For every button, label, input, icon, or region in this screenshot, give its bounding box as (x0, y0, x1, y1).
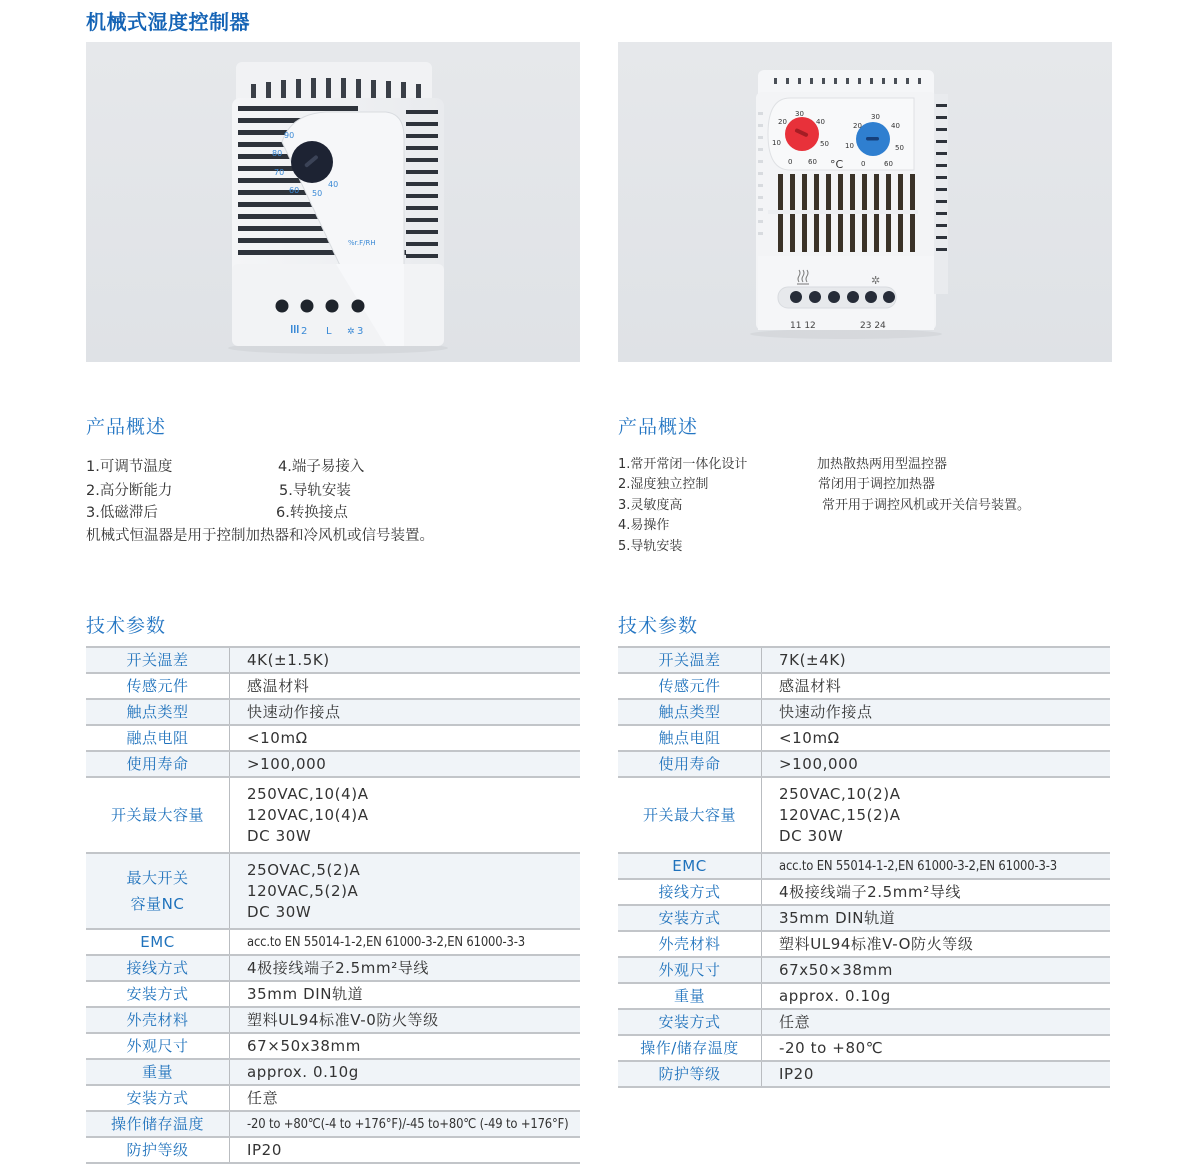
dial-label: 40 (328, 180, 339, 189)
spec-label: 开关温差 (86, 648, 230, 672)
unit-label: °C (830, 158, 844, 171)
spec-value-line: 120VAC,5(2)A (247, 881, 359, 900)
spec-value: 67×50x38mm (247, 1037, 361, 1055)
feature-item: 2.湿度独立控制 (618, 477, 709, 492)
feature-item: 2.高分断能力 (86, 483, 173, 499)
dial-label: 60 (289, 186, 300, 195)
spec-label: 防护等级 (86, 1138, 230, 1162)
spec-label: 安装方式 (86, 1086, 230, 1110)
red-dial-label: 10 (772, 139, 781, 147)
table-row (86, 700, 580, 726)
table-row (86, 982, 580, 1008)
heater-icon (291, 325, 299, 333)
spec-value: IP20 (779, 1065, 814, 1083)
overview-heading: 产品概述 (618, 416, 699, 438)
table-row (618, 726, 1110, 752)
spec-label (86, 854, 230, 928)
spec-table-humidity-controller (86, 646, 580, 1164)
red-dial-label: 0 (788, 158, 793, 166)
spec-value: 任意 (247, 1089, 279, 1107)
feature-item: 1.可调节温度 (86, 459, 173, 475)
spec-label: 安装方式 (86, 982, 230, 1006)
spec-value (762, 778, 1110, 852)
table-row (618, 984, 1110, 1010)
table-row (618, 854, 1110, 880)
feature-item: 4.端子易接入 (278, 459, 365, 475)
table-row (618, 1036, 1110, 1062)
spec-value: 7K(±4K) (779, 651, 847, 669)
spec-label: 开关温差 (618, 648, 762, 672)
spec-value: 快速动作接点 (247, 703, 341, 721)
blue-dial-label: 30 (871, 113, 880, 121)
table-row (618, 880, 1110, 906)
spec-label-line: 容量NC (130, 895, 185, 913)
table-row (86, 854, 580, 930)
spec-value: 快速动作接点 (779, 703, 873, 721)
red-dial-label: 60 (808, 158, 817, 166)
table-row (618, 648, 1110, 674)
specs-heading: 技术参数 (86, 615, 167, 637)
dial-label: 90 (284, 131, 295, 140)
spec-label: 使用寿命 (86, 752, 230, 776)
table-row (618, 700, 1110, 726)
blue-dial-label: 60 (884, 160, 893, 168)
spec-label: 使用寿命 (618, 752, 762, 776)
spec-label: 外壳材料 (618, 932, 762, 956)
table-row (618, 674, 1110, 700)
table-row (86, 1008, 580, 1034)
feature-note: 常闭用于调控加热器 (818, 477, 936, 492)
spec-value: 4极接线端子2.5mm²导线 (779, 883, 962, 901)
table-row (618, 932, 1110, 958)
table-row (86, 726, 580, 752)
blue-dial-label: 0 (861, 160, 866, 168)
spec-label: 操作储存温度 (86, 1112, 230, 1136)
spec-label: 触点电阻 (618, 726, 762, 750)
spec-label: 操作/储存温度 (618, 1036, 762, 1060)
blue-dial-label: 40 (891, 122, 900, 130)
spec-value: 35mm DIN轨道 (247, 985, 364, 1003)
product-image-dual-thermostat (618, 42, 1112, 362)
feature-note: 加热散热两用型温控器 (817, 457, 948, 472)
product-description: 机械式恒温器是用于控制加热器和冷风机或信号装置。 (86, 528, 434, 544)
table-row (86, 778, 580, 854)
red-dial-label: 50 (820, 140, 829, 148)
spec-value: approx. 0.10g (779, 987, 891, 1005)
table-row (86, 674, 580, 700)
spec-label: 传感元件 (618, 674, 762, 698)
humidity-controller-icon (86, 42, 580, 362)
spec-value: <10mΩ (779, 729, 840, 747)
feature-item: 5.导轨安装 (618, 539, 683, 554)
table-row (86, 930, 580, 956)
table-row (86, 1034, 580, 1060)
table-row (618, 1062, 1110, 1088)
spec-value: approx. 0.10g (247, 1063, 359, 1081)
fan-icon: ✲ (347, 327, 355, 337)
terminal-label: L (326, 326, 332, 337)
fan-icon: ✲ (871, 274, 881, 287)
spec-label: EMC (86, 930, 230, 954)
product-image-humidity-controller (86, 42, 580, 362)
spec-value-line: DC 30W (779, 826, 844, 845)
table-row (86, 648, 580, 674)
spec-label: 安装方式 (618, 906, 762, 930)
spec-value: 塑料UL94标准V-0防火等级 (247, 1011, 439, 1029)
blue-dial-label: 50 (895, 144, 904, 152)
feature-item: 4.易操作 (618, 518, 670, 533)
spec-label-line: 最大开关 (126, 869, 189, 887)
table-row (86, 1112, 580, 1138)
spec-value-line: DC 30W (247, 826, 312, 845)
spec-label: 接线方式 (618, 880, 762, 904)
spec-value: 35mm DIN轨道 (779, 909, 896, 927)
red-dial-label: 30 (795, 110, 804, 118)
spec-label: 开关最大容量 (86, 778, 230, 852)
terminal-label: 23 24 (860, 321, 886, 331)
feature-item: 3.低磁滞后 (86, 505, 158, 521)
spec-value (230, 930, 580, 954)
specs-heading: 技术参数 (618, 615, 699, 637)
spec-value (230, 854, 580, 928)
spec-label: 安装方式 (618, 1010, 762, 1034)
feature-item: 5.导轨安装 (279, 483, 351, 499)
spec-label: 防护等级 (618, 1062, 762, 1086)
red-dial-label: 40 (816, 118, 825, 126)
red-dial-label: 20 (778, 118, 787, 126)
spec-value-line: 25OVAC,5(2)A (247, 860, 361, 879)
spec-value-text: acc.to EN 55014-1-2,EN 61000-3-2,EN 61000-3-3 (247, 934, 525, 950)
spec-value-text: -20 to +80℃(-4 to +176°F)/-45 to+80℃ (-49 to +176°F) (247, 1116, 569, 1132)
spec-value: 感温材料 (779, 677, 842, 695)
spec-value-line: 250VAC,10(2)A (779, 784, 901, 803)
spec-value (762, 854, 1110, 878)
spec-label: 外壳材料 (86, 1008, 230, 1032)
table-row (86, 956, 580, 982)
spec-value: 感温材料 (247, 677, 310, 695)
spec-value-line: 120VAC,15(2)A (779, 805, 901, 824)
terminal-label: 3 (357, 326, 364, 337)
spec-value: >100,000 (779, 755, 859, 773)
spec-value-line: 250VAC,10(4)A (247, 784, 369, 803)
feature-item: 6.转换接点 (276, 505, 348, 521)
spec-label: EMC (618, 854, 762, 878)
spec-value: 4极接线端子2.5mm²导线 (247, 959, 430, 977)
spec-label: 触点类型 (618, 700, 762, 724)
spec-value: IP20 (247, 1141, 282, 1159)
spec-label: 触点类型 (86, 700, 230, 724)
feature-note: 常开用于调控风机或开关信号装置。 (822, 498, 1031, 513)
spec-value-text: acc.to EN 55014-1-2,EN 61000-3-2,EN 61000-3-3 (779, 858, 1057, 874)
table-row (86, 1060, 580, 1086)
spec-label: 外观尺寸 (86, 1034, 230, 1058)
spec-value: 4K(±1.5K) (247, 651, 330, 669)
spec-value: 67x50×38mm (779, 961, 893, 979)
table-row (86, 1086, 580, 1112)
spec-table-dual-thermostat (618, 646, 1110, 1088)
feature-item: 1.常开常闭一体化设计 (618, 457, 748, 472)
blue-dial-label: 10 (845, 142, 854, 150)
spec-label: 开关最大容量 (618, 778, 762, 852)
table-row (618, 958, 1110, 984)
table-row (86, 752, 580, 778)
spec-value (230, 778, 580, 852)
spec-label: 接线方式 (86, 956, 230, 980)
table-row (618, 1010, 1110, 1036)
spec-label: 重量 (86, 1060, 230, 1084)
spec-label: 融点电阻 (86, 726, 230, 750)
feature-item: 3.灵敏度高 (618, 498, 683, 513)
spec-value: >100,000 (247, 755, 327, 773)
terminal-label: 2 (301, 326, 308, 337)
dial-label: 80 (272, 149, 283, 158)
terminal-label: 11 12 (790, 321, 816, 331)
spec-value: -20 to +80℃ (779, 1039, 884, 1057)
spec-label: 重量 (618, 984, 762, 1008)
spec-value-line: 120VAC,10(4)A (247, 805, 369, 824)
dual-thermostat-icon (618, 42, 1112, 362)
overview-heading: 产品概述 (86, 416, 167, 438)
spec-value: 塑料UL94标准V-O防火等级 (779, 935, 974, 953)
dial-label: 50 (312, 189, 323, 198)
blue-dial-label: 20 (853, 122, 862, 130)
table-row (618, 906, 1110, 932)
table-row (618, 752, 1110, 778)
page-title: 机械式湿度控制器 (86, 10, 250, 34)
dial-label: 70 (274, 168, 285, 177)
spec-label: 传感元件 (86, 674, 230, 698)
spec-value-line: DC 30W (247, 902, 312, 921)
spec-value: <10mΩ (247, 729, 308, 747)
table-row (618, 778, 1110, 854)
table-row (86, 1138, 580, 1164)
unit-label: %r.F/RH (348, 239, 376, 247)
spec-value: 任意 (779, 1013, 811, 1031)
spec-value (230, 1112, 621, 1136)
spec-label: 外观尺寸 (618, 958, 762, 982)
